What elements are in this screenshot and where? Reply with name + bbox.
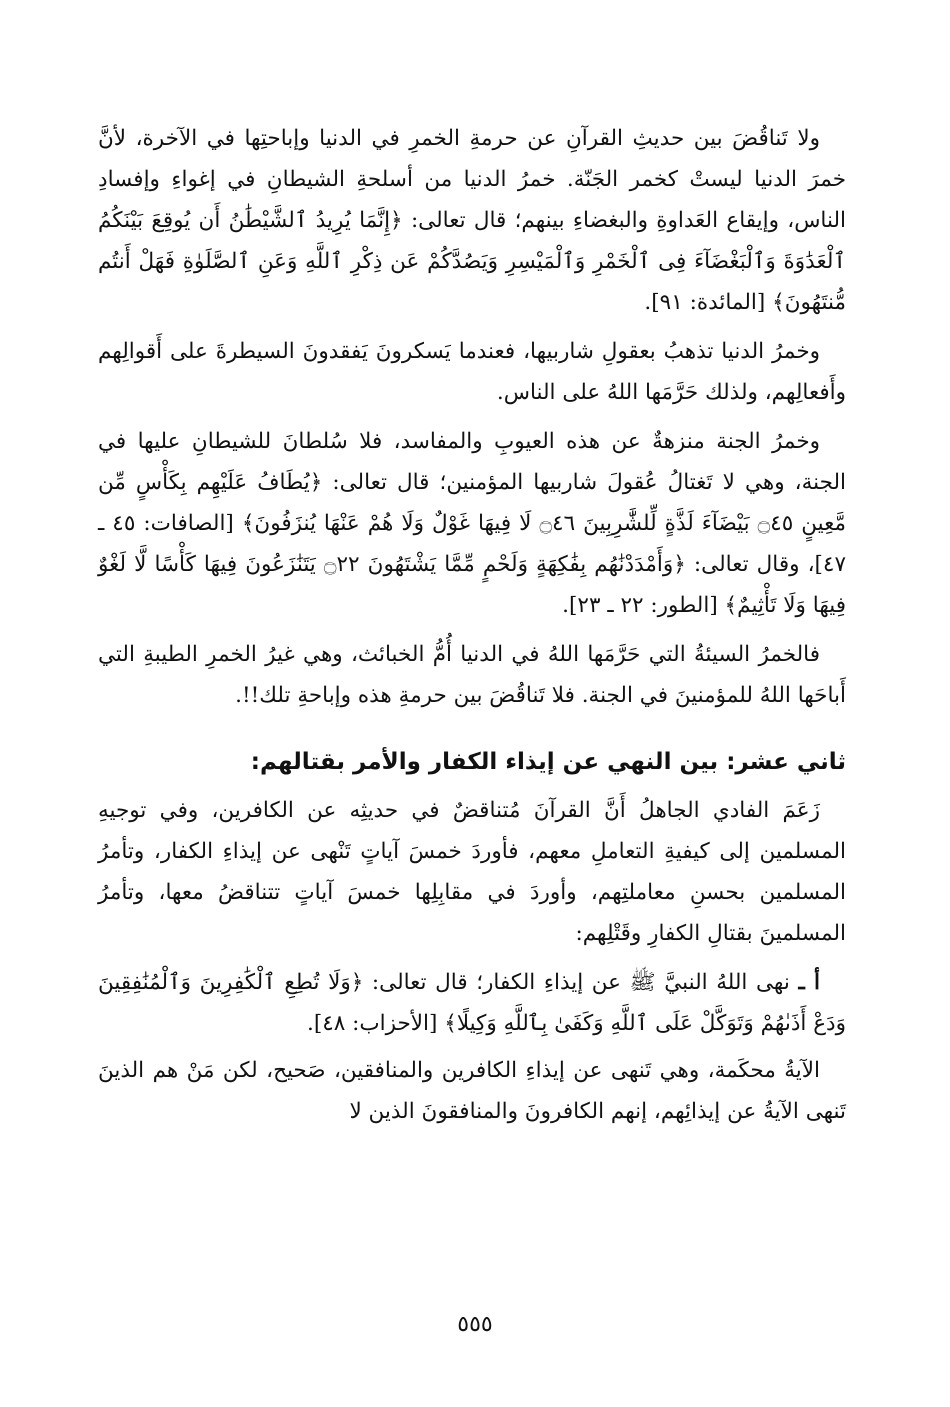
paragraph-explanation: الآيةُ محكَمة، وهي تَنهى عن إيذاءِ الكافرين والمنافقين، صَحيح، لكن مَنْ هم الذينَ تَنهى الآيةُ عن إيذائِهم، إنهم الكافرونَ والمنافقونَ الذين لا [98,1058,846,1124]
paragraph-conclusion: فالخمرُ السيئةُ التي حَرَّمَها اللهُ في الدنيا أُمُّ الخبائث، وهي غيرُ الخمرِ الطيبةِ التي أَباحَها اللهُ للمؤمنينَ في الجنة. فلا تَناقُضَ بين حرمةِ هذه وإباحةِ تلك!!. [98,642,846,708]
section-heading: ثاني عشر: بين النهي عن إيذاء الكفار والأمر بقتالهم: [250,749,846,775]
paragraph-wine-contrast: ولا تَناقُضَ بين حديثِ القرآنِ عن حرمةِ الخمرِ في الدنيا وإباحتِها في الآخرة، لأنَّ خمرَ الدنيا ليستْ كخمر الجَنّة. خمرُ الدنيا من أسلحةِ الشيطانِ في إغواءِ وإفسادِ الناس، وإيقاع العَداوةِ والبغضاءِ بينهم؛ قال تعالى: ﴿إِنَّمَا يُرِيدُ ٱلشَّيْطَٰنُ أَن يُوقِعَ بَيْنَكُمُ ٱلْعَدَٰوَةَ وَٱلْبَغْضَآءَ فِى ٱلْخَمْرِ وَٱلْمَيْسِرِ وَيَصُدَّكُمْ عَن ذِكْرِ ٱللَّهِ وَعَنِ ٱلصَّلَوٰةِ فَهَلْ أَنتُم مُّنتَهُونَ﴾ [المائدة: ٩١]. [98,126,846,315]
list-item-text: نهى اللهُ النبيَّ ﷺ عن إيذاءِ الكفار؛ قال تعالى: ﴿وَلَا تُطِعِ ٱلْكَٰفِرِينَ وَٱلْمُنَٰفِقِينَ وَدَعْ أَذَىٰهُمْ وَتَوَكَّلْ عَلَى ٱللَّهِ وَكَفَىٰ بِٱللَّهِ وَكِيلًا﴾ [الأحزاب: ٤٨]. [98,970,846,1036]
paragraph-worldly-wine: وخمرُ الدنيا تذهبُ بعقولِ شاربيها، فعندما يَسكرونَ يَفقدونَ السيطرةَ على أَقوالِهم وأَفعالِهم، ولذلك حَرَّمَها اللهُ على الناس. [98,339,846,405]
list-item-a [98,962,846,1044]
page-number: ٥٥٥ [457,1312,493,1337]
list-item-letter: أ ـ [798,970,820,995]
page-body [98,118,846,1140]
paragraph-paradise-wine: وخمرُ الجنة منزهةٌ عن هذه العيوبِ والمفاسد، فلا سُلطانَ للشيطانِ عليها في الجنة، وهي لا تَغتالُ عُقولَ شاربيها المؤمنين؛ قال تعالى: ﴿يُطَافُ عَلَيْهِم بِكَأْسٍ مِّن مَّعِينٍ ۝٤٥ بَيْضَآءَ لَذَّةٍ لِّلشَّٰرِبِينَ ۝٤٦ لَا فِيهَا غَوْلٌ وَلَا هُمْ عَنْهَا يُنزَفُونَ﴾ [الصافات: ٤٥ ـ ٤٧]، وقال تعالى: ﴿وَأَمْدَدْنَٰهُم بِفَٰكِهَةٍ وَلَحْمٍ مِّمَّا يَشْتَهُونَ ۝٢٢ يَتَنَٰزَعُونَ فِيهَا كَأْسًا لَّا لَغْوٌ فِيهَا وَلَا تَأْثِيمٌ﴾ [الطور: ٢٢ ـ ٢٣]. [98,429,847,618]
paragraph-claim: زَعَمَ الفادي الجاهلُ أَنَّ القرآنَ مُتناقضٌ في حديثِه عن الكافرين، وفي توجيهِ المسلمين إلى كيفيةِ التعاملِ معهم، فأوردَ خمسَ آياتٍ تَنْهى عن إيذاءِ الكفار، وتأمرُ المسلمين بحسنِ معاملتِهم، وأوردَ في مقابِلِها خمسَ آياتٍ تتناقضُ معها، وتأمرُ المسلمينَ بقتالِ الكفارِ وقَتْلِهم: [98,798,846,946]
